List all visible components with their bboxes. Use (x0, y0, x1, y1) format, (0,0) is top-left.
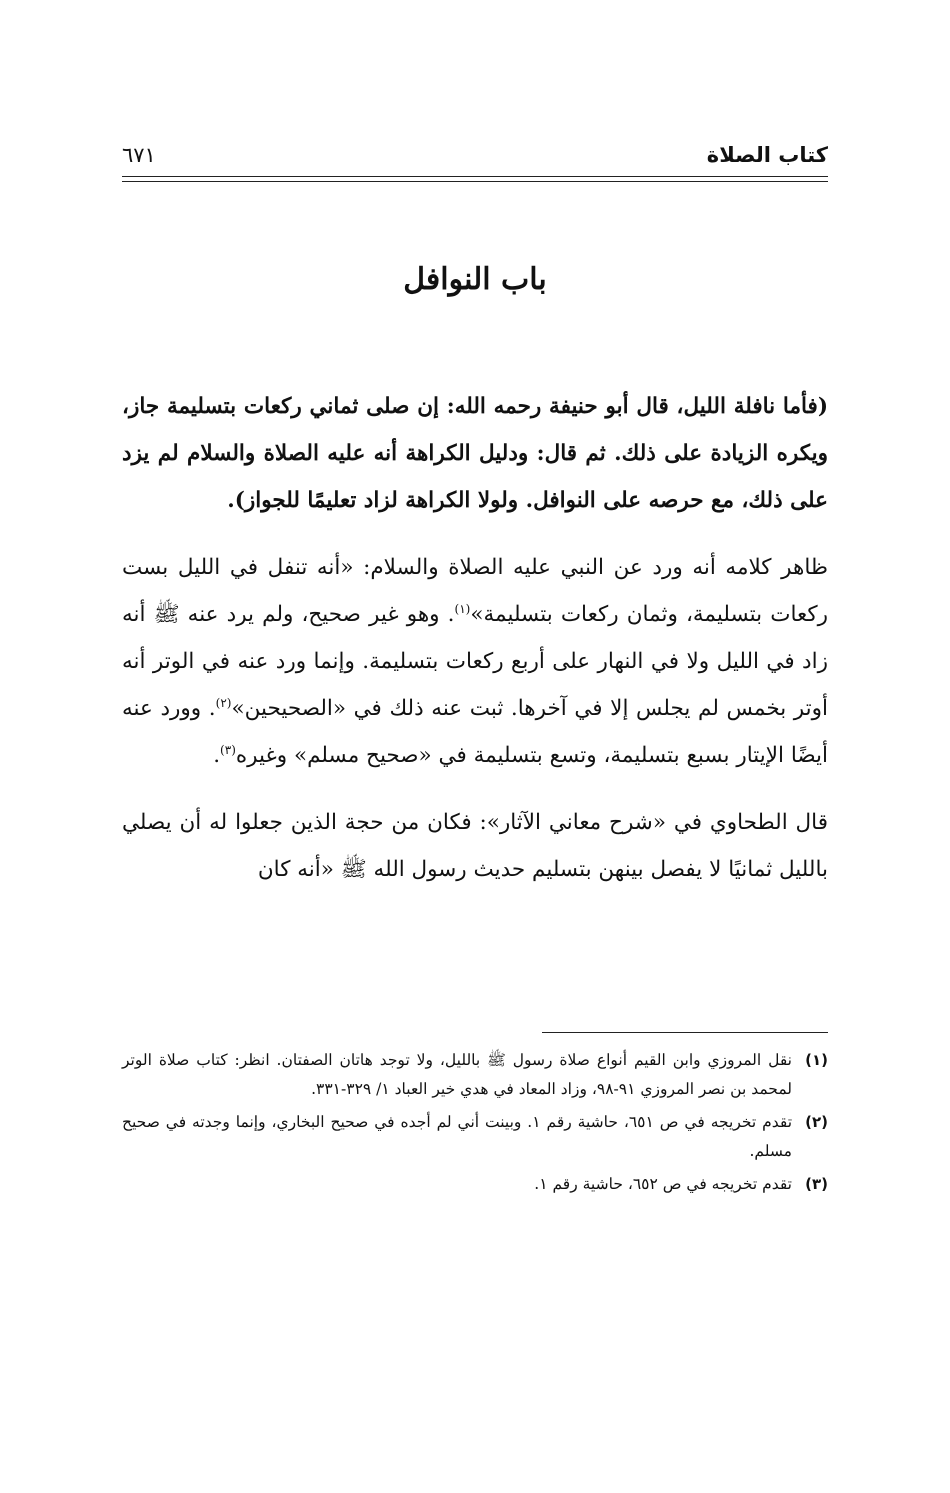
footnote-number: (٢) (805, 1113, 828, 1131)
footnote (122, 1170, 828, 1199)
footnote-text: تقدم تخريجه في ص ٦٥٢، حاشية رقم ١. (534, 1175, 792, 1193)
footnote-text: تقدم تخريجه في ص ٦٥١، حاشية رقم ١. وبينت أني لم أجده في صحيح البخاري، وإنما وجدته في صحيح مسلم. (122, 1113, 793, 1160)
running-header (122, 143, 828, 177)
page-number: ٦٧١ (122, 143, 156, 167)
main-text (122, 383, 828, 893)
text-run: . وورد عنه أيضًا الإيتار بسبع بتسليمة، وتسع بتسليمة في «صحيح مسلم» وغيره (122, 696, 828, 768)
text-run: ظاهر كلامه أنه ورد عن النبي عليه الصلاة والسلام: «أنه تنفل في الليل بست ركعات بتسليمة، وثمان ركعات بتسليمة» (122, 555, 828, 627)
tahawi-paragraph: قال الطحاوي في «شرح معاني الآثار»: فكان من حجة الذين جعلوا له أن يصلي بالليل ثمانيًا لا يفصل بينهن بتسليم حديث رسول الله ﷺ «أنه كان (122, 810, 828, 882)
footnote-number: (١) (805, 1051, 828, 1069)
header-title: كتاب الصلاة (706, 143, 828, 167)
text-run: . (213, 743, 221, 768)
quoted-paragraph: (فأما نافلة الليل، قال أبو حنيفة رحمه الله: إن صلى ثماني ركعات بتسليمة جاز، ويكره الزيادة على ذلك. ثم قال: ودليل الكراهة أنه عليه الصلاة والسلام لم يزد على ذلك، مع حرصه على النوافل. ولولا الكراهة لزاد تعليمًا للجواز). (122, 394, 828, 513)
footnote-ref-1[interactable]: (١) (454, 601, 471, 616)
header-divider-double (122, 181, 828, 182)
footnote-number: (٣) (805, 1175, 828, 1193)
footnote (122, 1046, 828, 1104)
footnote-ref-3[interactable]: (٣) (220, 742, 236, 757)
footnotes (122, 1046, 828, 1203)
footnote (122, 1108, 828, 1166)
footnote-ref-2[interactable]: (٢) (215, 695, 232, 710)
commentary-paragraph (122, 544, 828, 779)
chapter-title: باب النوافل (403, 262, 547, 297)
header-divider (122, 176, 828, 177)
text-run: . وهو غير صحيح، ولم يرد عنه ﷺ أنه زاد في الليل ولا في النهار على أربع ركعات بتسليمة. وإنما ورد عنه في الوتر أنه أوتر بخمس لم يجلس إلا في آخرها. ثبت عنه ذلك في «الصحيحين» (122, 602, 828, 721)
footnote-divider (542, 1032, 828, 1033)
footnote-text: نقل المروزي وابن القيم أنواع صلاة رسول ﷺ بالليل، ولا توجد هاتان الصفتان. انظر: كتاب صلاة الوتر لمحمد بن نصر المروزي ٩١-٩٨، وزاد المعاد في هدي خير العباد ١/ ٣٢٩-٣٣١. (122, 1051, 792, 1098)
